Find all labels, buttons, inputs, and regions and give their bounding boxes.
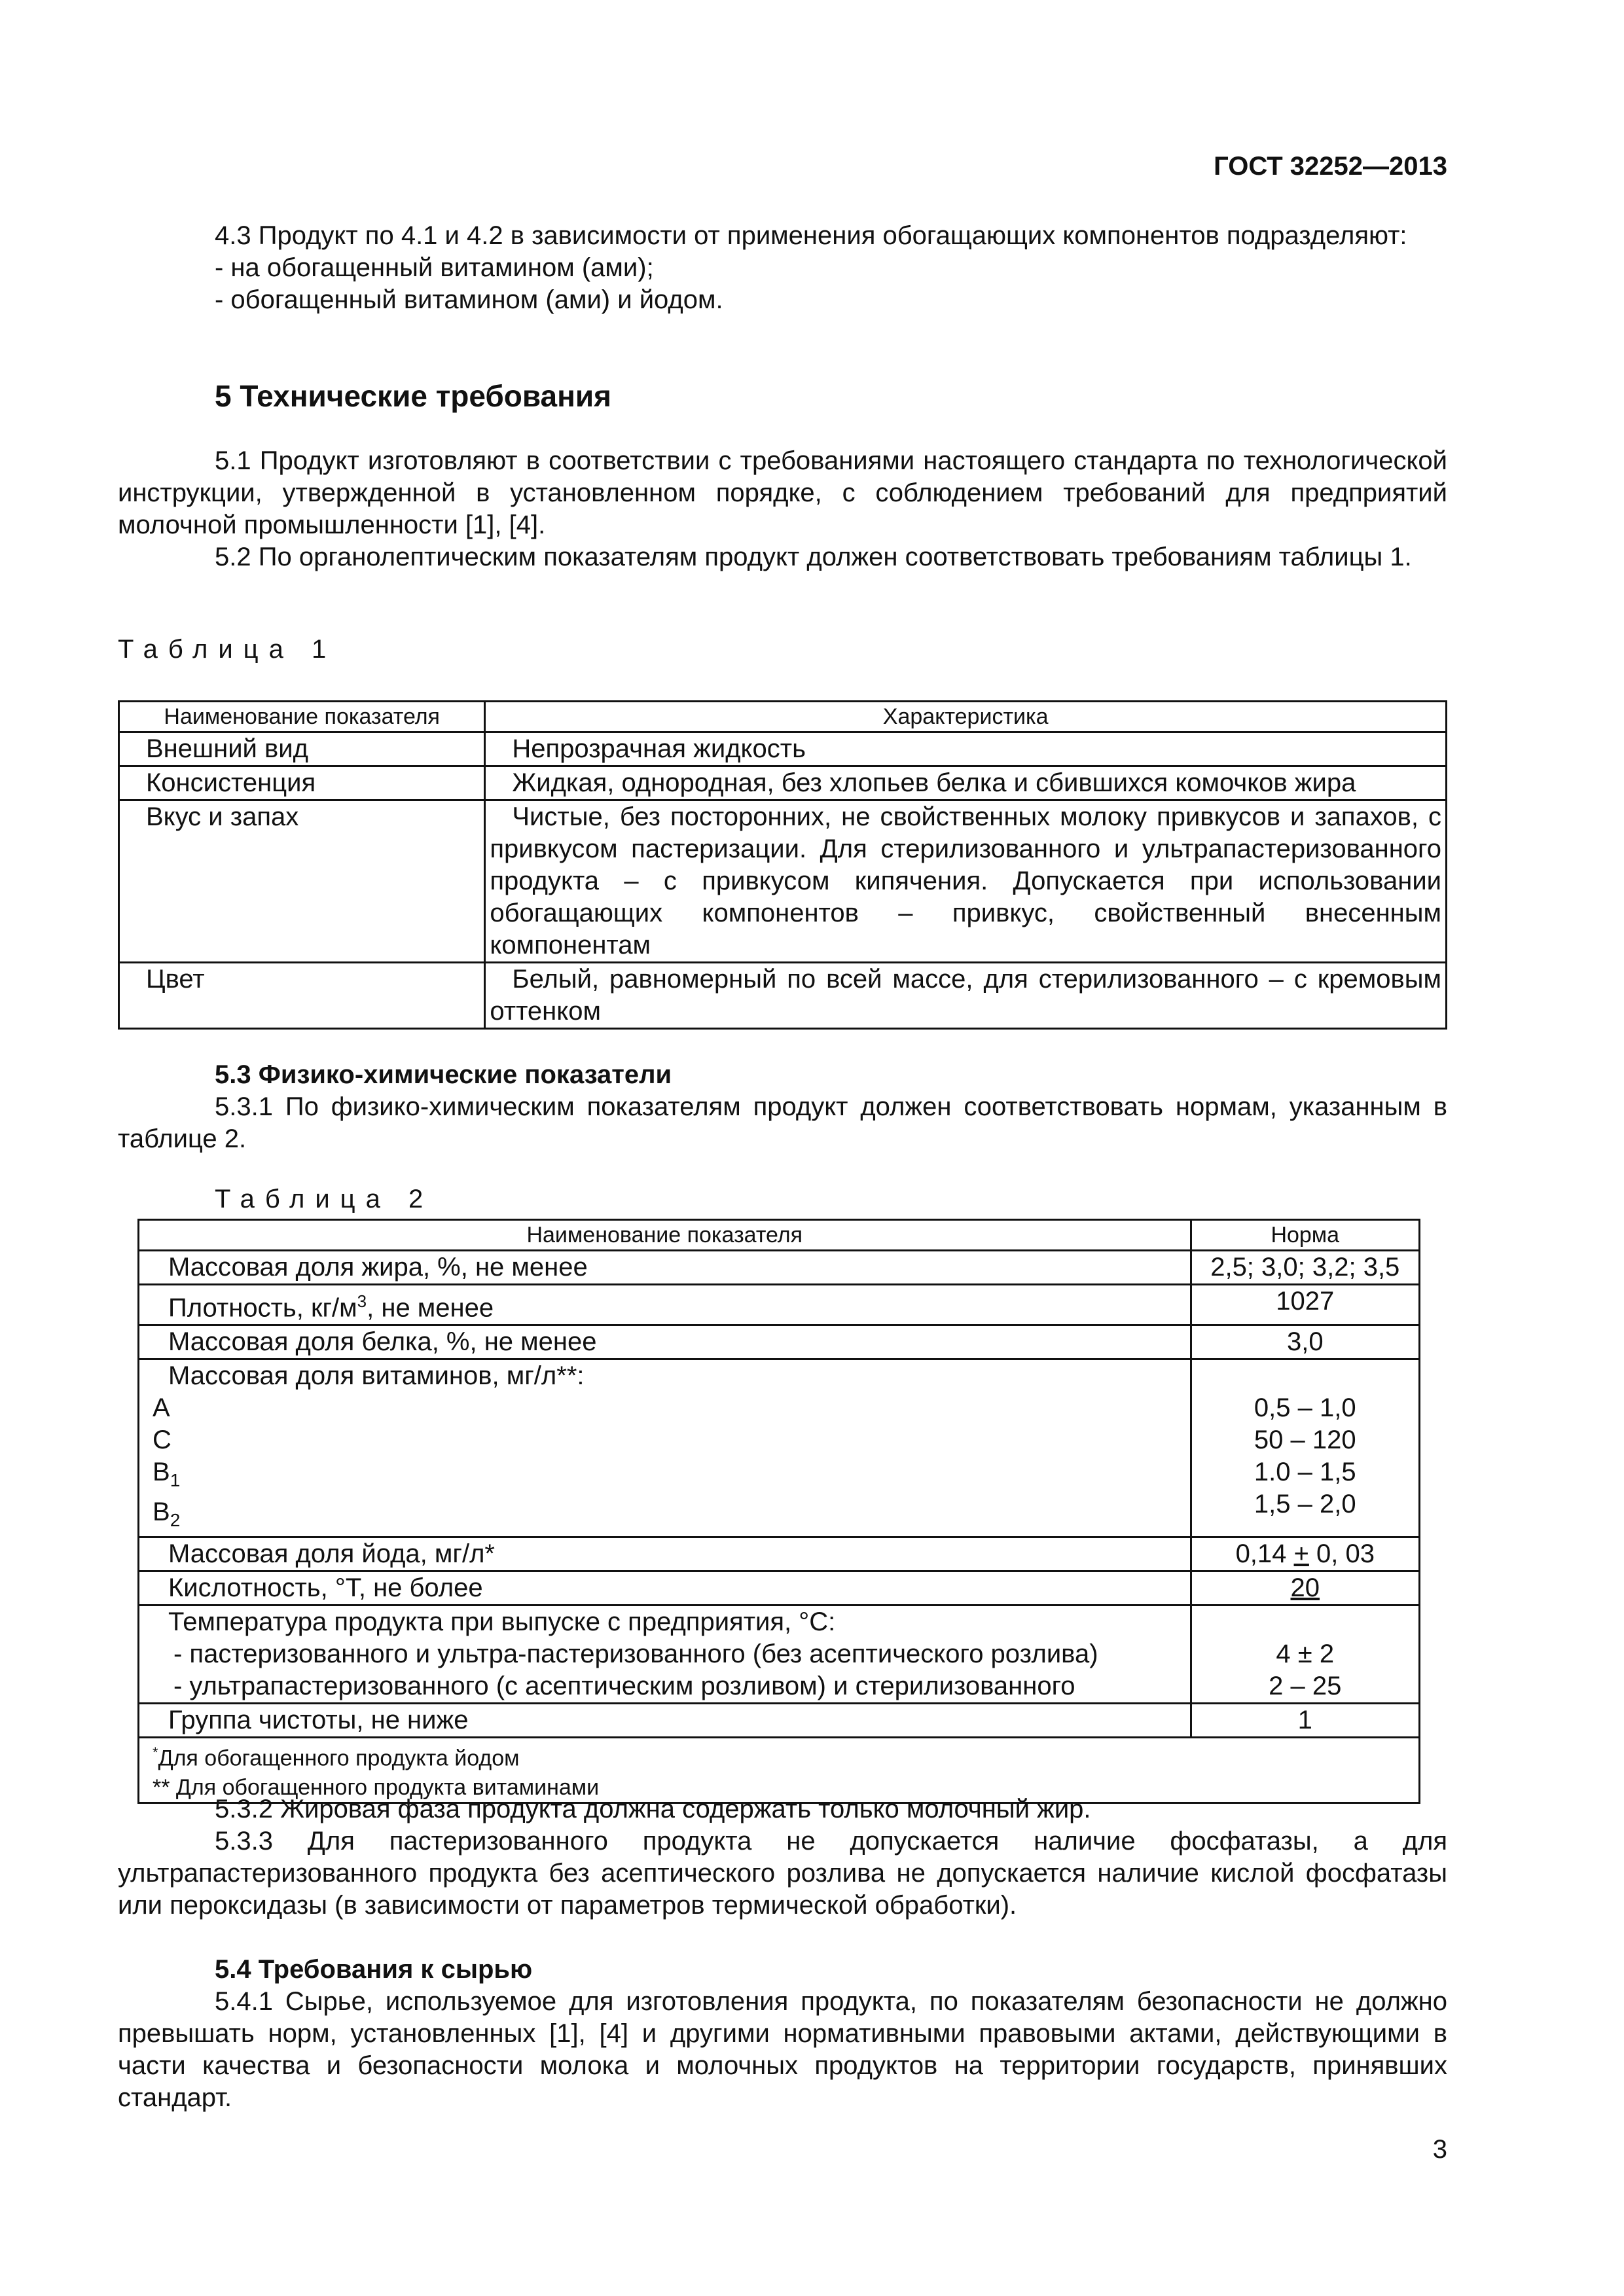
table-cell: Жидкая, однородная, без хлопьев белка и сбившихся комочков жира: [485, 766, 1447, 800]
table-cell: Массовая доля жира, %, не менее: [139, 1251, 1191, 1285]
table-row: [139, 1537, 1420, 1571]
table-cell: Вкус и запах: [119, 800, 485, 963]
table-1-label: Таблица 1: [118, 635, 337, 664]
vitamin-value: 0,5 – 1,0: [1254, 1393, 1356, 1423]
table-cell: Цвет: [119, 963, 485, 1029]
paragraph-5-3-2: 5.3.2 Жировая фаза продукта должна содержать только молочный жир.: [215, 1795, 1091, 1823]
cell-text: 20: [1290, 1573, 1320, 1603]
cell-text: 4 ± 2: [1276, 1640, 1335, 1669]
vitamin-value: 50 – 120: [1254, 1426, 1356, 1455]
table-cell: [139, 1285, 1191, 1325]
table-cell: Кислотность, °Т, не более: [139, 1571, 1191, 1605]
cell-text: Белый, равномерный по всей массе, для стерилизованного – с кремовым оттенком: [490, 965, 1441, 1026]
page-number: 3: [1432, 2135, 1447, 2164]
vitamin-label: A: [153, 1393, 170, 1423]
list-item: - обогащенный витамином (ами) и йодом.: [215, 285, 723, 314]
vitamin-label: $B_2$: [153, 1498, 181, 1531]
table-cell: 1027: [1191, 1285, 1419, 1325]
vitamin-value: 1.0 – 1,5: [1254, 1458, 1356, 1487]
table-cell: [1191, 1571, 1419, 1605]
cell-text: Плотность, кг/м: [168, 1293, 357, 1323]
table-cell: [1191, 1359, 1419, 1537]
table-cell: 3,0: [1191, 1325, 1419, 1359]
plus-minus-sign: +: [1293, 1539, 1309, 1569]
table-header-row: [139, 1220, 1420, 1251]
superscript: 3: [357, 1291, 367, 1311]
table-header-row: [119, 702, 1447, 732]
table-row: [139, 1251, 1420, 1285]
section-5-heading: 5 Технические требования: [215, 379, 611, 413]
table-cell: Массовая доля белка, %, не менее: [139, 1325, 1191, 1359]
table-cell: 1: [1191, 1704, 1419, 1738]
list-item: - на обогащенный витамином (ами);: [215, 253, 654, 282]
table-cell: Группа чистоты, не ниже: [139, 1704, 1191, 1738]
table-cell: Массовая доля йода, мг/л*: [139, 1537, 1191, 1571]
vitamin-value: 1,5 – 2,0: [1254, 1490, 1356, 1519]
table-row: [139, 1571, 1420, 1605]
table-row: [119, 766, 1447, 800]
table-row: [139, 1704, 1420, 1738]
table-cell: [139, 1359, 1191, 1537]
table-row: [119, 800, 1447, 963]
table-cell: Непрозрачная жидкость: [485, 732, 1447, 766]
paragraph-5-4-1: 5.4.1 Сырье, используемое для изготовления продукта, по показателям безопасности не должно превышать норм, установленных [1], [4] и другими нормативными правовыми актами, действующими в части качества и безопасности молока и молочных продуктов на территории государств, принявших стандарт.: [118, 1987, 1447, 2112]
table-row: [119, 963, 1447, 1029]
vitamin-label: $B_1$: [153, 1458, 181, 1491]
table-cell: Внешний вид: [119, 732, 485, 766]
paragraph-4-3: 4.3 Продукт по 4.1 и 4.2 в зависимости от применения обогащающих компонентов подразделяют:: [215, 221, 1407, 250]
table-cell: [485, 963, 1447, 1029]
cell-text: Температура продукта при выпуске с предприятия, °С:: [168, 1607, 836, 1637]
cell-text: - пастеризованного и ультра-пастеризованного (без асептического розлива): [173, 1640, 1098, 1669]
table-row: [139, 1325, 1420, 1359]
table-header-cell: Характеристика: [485, 702, 1447, 732]
table-row: [139, 1605, 1420, 1704]
table-cell: [485, 800, 1447, 963]
table-row: [139, 1359, 1420, 1537]
cell-text: - ультрапастеризованного (с асептическим розливом) и стерилизованного: [173, 1672, 1075, 1701]
table-1: [118, 700, 1447, 1030]
table-row: [139, 1285, 1420, 1325]
table-cell: 0,14 + 0, 03: [1191, 1537, 1419, 1571]
cell-text: 2 – 25: [1269, 1672, 1342, 1701]
vitamin-label: C: [153, 1426, 171, 1455]
table-header-cell: Норма: [1191, 1220, 1419, 1251]
paragraph-5-3-3: 5.3.3 Для пастеризованного продукта не допускается наличие фосфатазы, а для ультрапастеризованного продукта без асептического розлива не допускается наличие кислой фосфатазы или пероксидазы (в зависимости от параметров термической обработки).: [118, 1827, 1447, 1920]
table-cell: 2,5; 3,0; 3,2; 3,5: [1191, 1251, 1419, 1285]
table-header-cell: Наименование показателя: [119, 702, 485, 732]
section-5-3-heading: 5.3 Физико-химические показатели: [215, 1060, 672, 1089]
section-5-4: [118, 1954, 1447, 2114]
table-cell: Консистенция: [119, 766, 485, 800]
table-header-cell: Наименование показателя: [139, 1220, 1191, 1251]
section-4-3: [118, 220, 1447, 316]
table-2-label: Таблица 2: [215, 1185, 434, 1213]
table-2: [137, 1219, 1420, 1804]
footnote: *Для обогащенного продукта йодом: [153, 1744, 520, 1771]
table-row: [119, 732, 1447, 766]
cell-text: , не менее: [367, 1293, 494, 1323]
section-5-3: [118, 1059, 1447, 1155]
table-cell: [1191, 1605, 1419, 1704]
section-5-3-continued: [118, 1793, 1447, 1922]
table-cell: [139, 1605, 1191, 1704]
paragraph-5-3-1: 5.3.1 По физико-химическим показателям продукт должен соответствовать нормам, указанным в таблице 2.: [118, 1092, 1447, 1153]
cell-text: Массовая доля витаминов, мг/л**:: [168, 1361, 585, 1391]
section-5-4-heading: 5.4 Требования к сырью: [215, 1955, 533, 1984]
cell-text: Чистые, без посторонних, не свойственных молоку привкусов и запахов, с привкусом пастеризации. Для стерилизованного и ультрапастеризованного продукта – с привкусом кипячения. Допускается при использовании обогащающих компонентов – привкус, свойственный внесенным компонентам: [490, 802, 1441, 960]
paragraph-5-2: 5.2 По органолептическим показателям продукт должен соответствовать требованиям таблицы 1.: [215, 543, 1412, 571]
standard-number: ГОСТ 32252—2013: [1214, 152, 1447, 181]
section-5-paragraphs: [118, 445, 1447, 573]
paragraph-5-1: 5.1 Продукт изготовляют в соответствии с требованиями настоящего стандарта по технологической инструкции, утвержденной в установленном порядке, с соблюдением требований для предприятий молочной промышленности [1], [4].: [118, 446, 1447, 539]
footnote: ** Для обогащенного продукта витаминами: [153, 1774, 600, 1800]
